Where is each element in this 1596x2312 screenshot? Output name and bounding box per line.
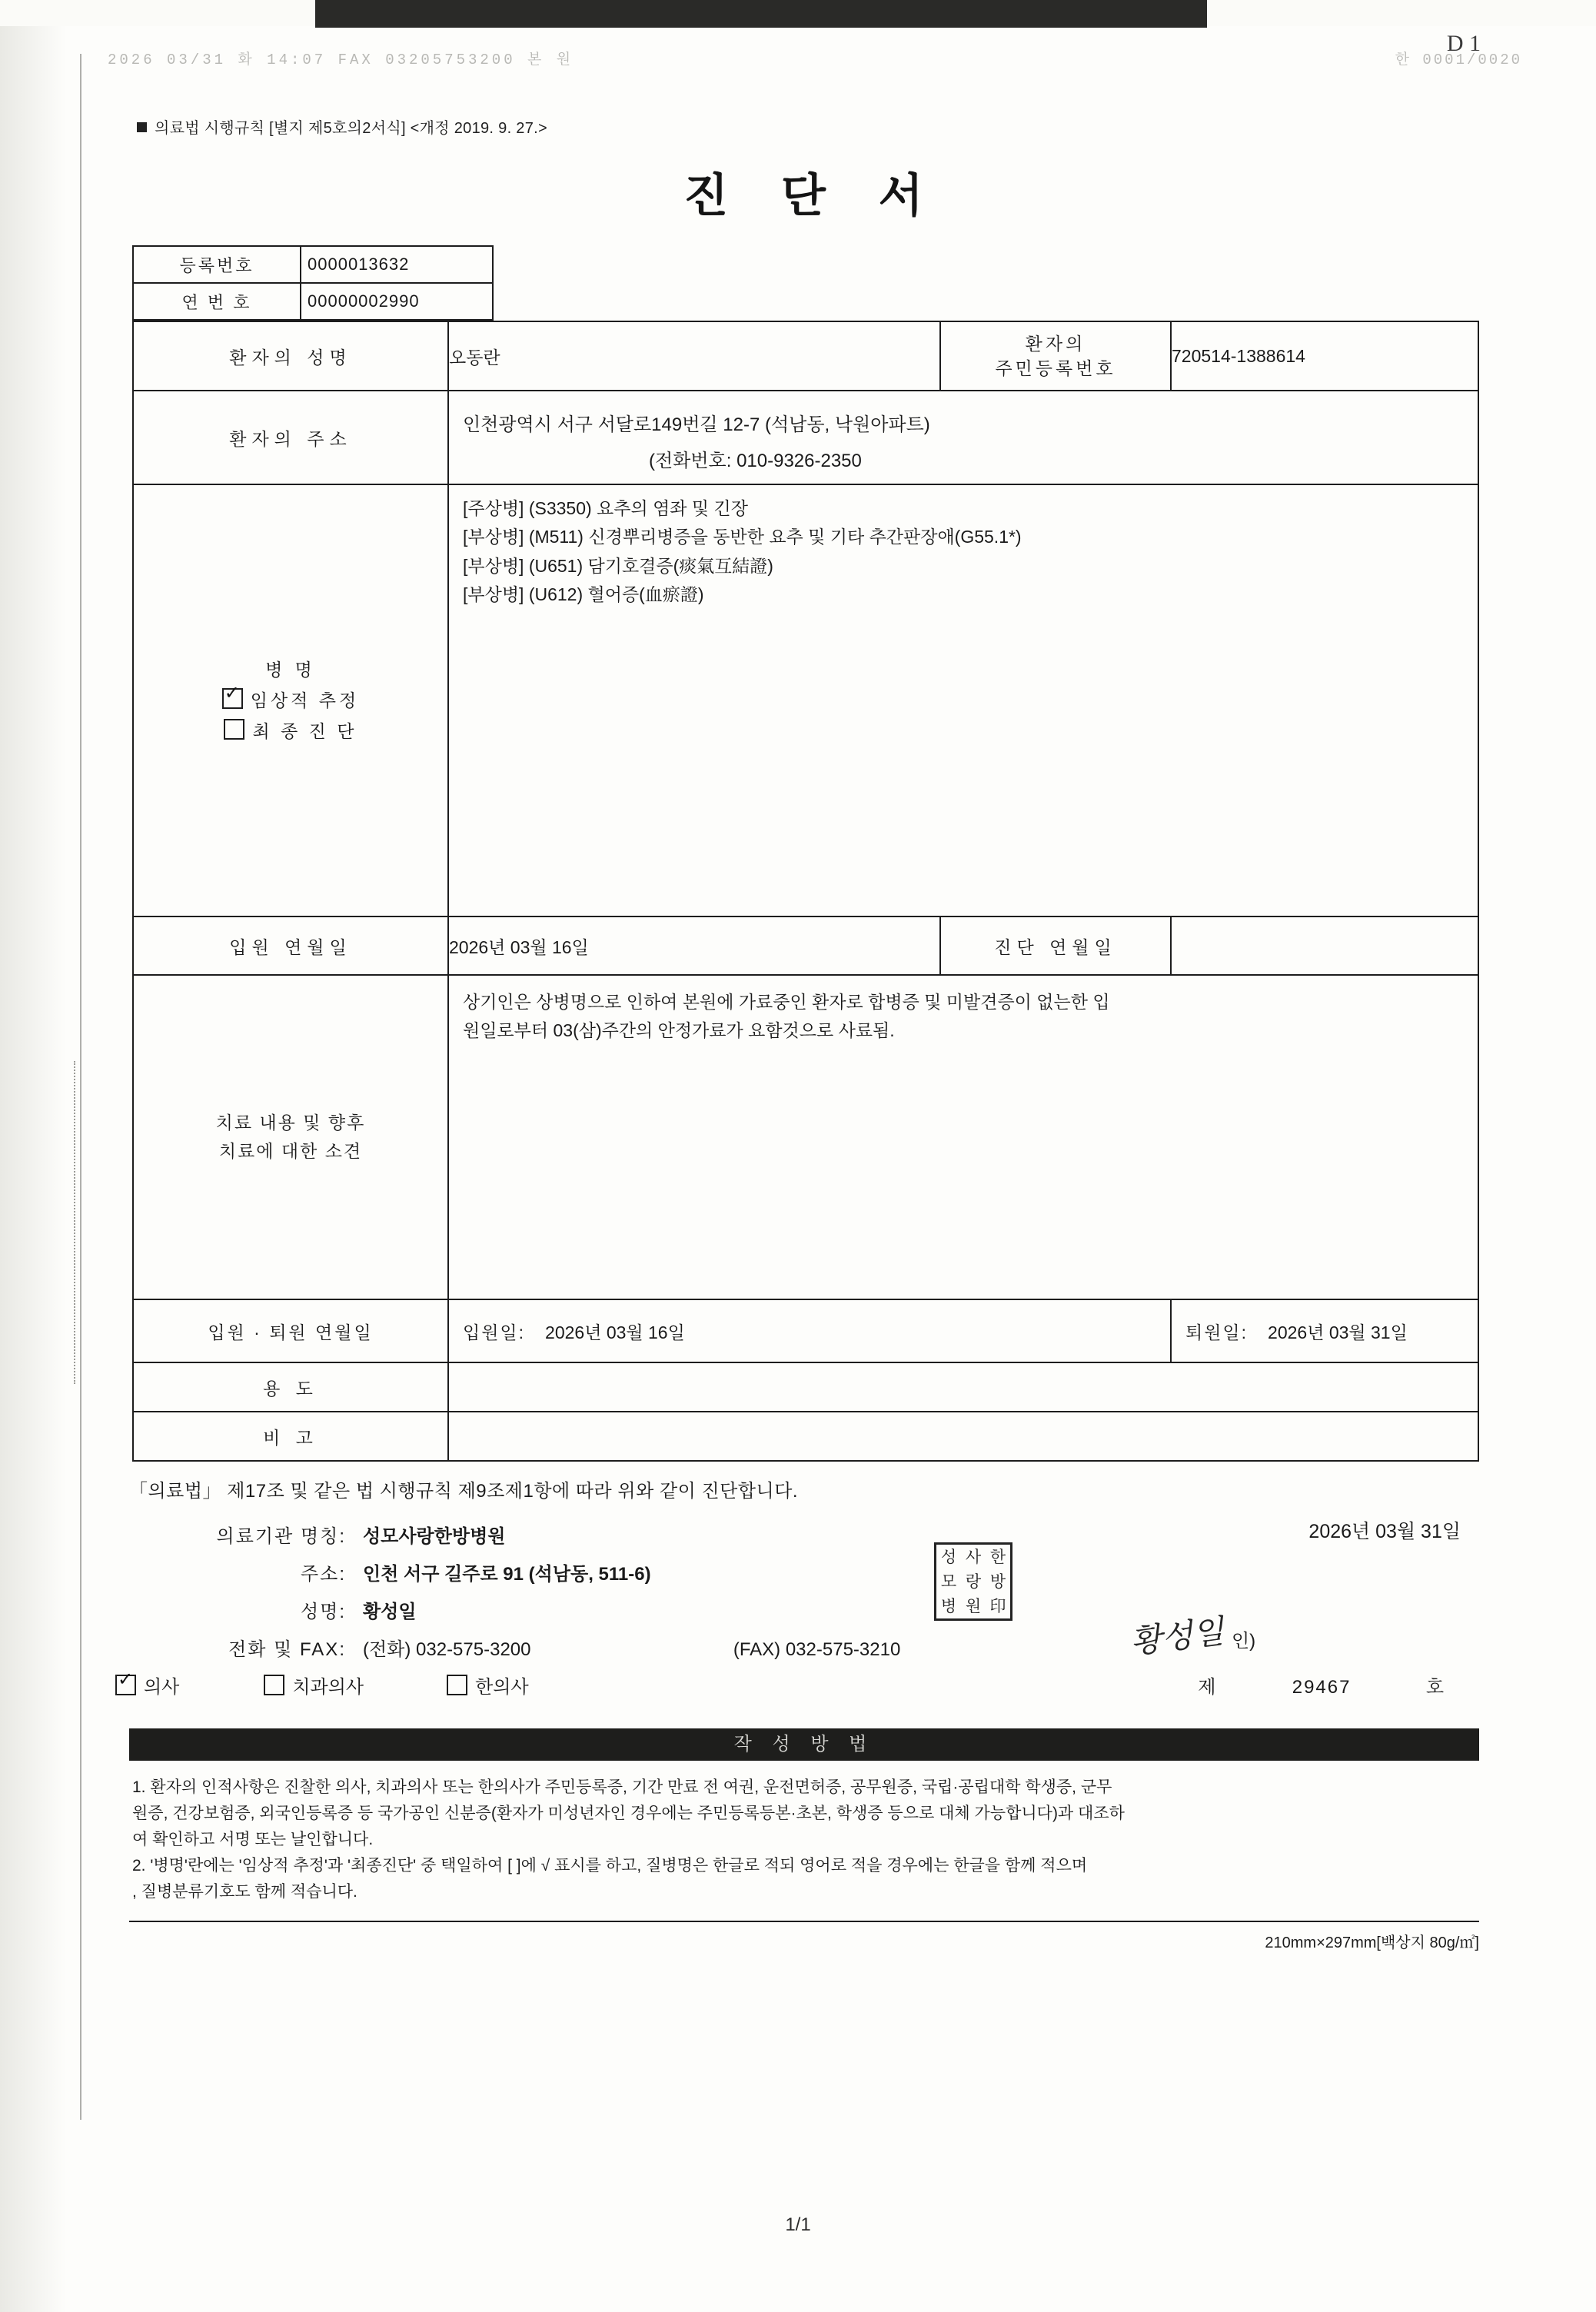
- issuer-org-label: 의료기관 명칭:: [216, 1526, 346, 1547]
- issuer-name-value: 황성일: [363, 1602, 417, 1622]
- admit-date-row: [449, 1319, 1170, 1344]
- discharge-date-key: 퇴원일:: [1185, 1322, 1249, 1342]
- license-type-row: [115, 1672, 1491, 1698]
- treatment-label-cell: [133, 975, 448, 1299]
- scan-artifact-vertical-line: [80, 54, 81, 2120]
- table-row-remark: [133, 1412, 1478, 1461]
- certify-statement: 「의료법」 제17조 및 같은 법 시행규칙 제9조제1항에 따라 위와 같이 진단합니다.: [129, 1481, 799, 1502]
- diagnosis-option-final: [134, 716, 447, 747]
- diagnosis-option-clinical-label: 임상적 추정: [250, 690, 360, 710]
- issuer-address-label: 주소:: [300, 1564, 346, 1585]
- patient-rrn-label-line2: 주민등록번호: [995, 358, 1116, 378]
- seal-char-4: 모: [940, 1572, 957, 1591]
- table-row-patient-name: [133, 321, 1478, 391]
- handwritten-page-number: D 1: [1446, 31, 1481, 56]
- admit-date-value: 2026년 03월 16일: [545, 1322, 685, 1342]
- table-row-purpose: [133, 1362, 1478, 1412]
- license-number-group: [1198, 1672, 1445, 1698]
- license-number-prefix: 제: [1198, 1677, 1218, 1698]
- treatment-label-line2: 치료에 대한 소견: [218, 1141, 363, 1161]
- patient-address-label: 환자의 주소: [133, 391, 448, 484]
- issue-date: 2026년 03월 31일: [1308, 1521, 1461, 1542]
- checkbox-clinical-icon[interactable]: [222, 688, 243, 709]
- page-footer: 1/1: [785, 2214, 811, 2235]
- document-body: [115, 115, 1491, 1952]
- issuer-address-row: [115, 1559, 1491, 1585]
- page-title: 진 단 서: [683, 170, 943, 221]
- remark-value: [448, 1412, 1478, 1461]
- treatment-text-line1: 상기인은 상병명으로 인하여 본원에 가료중인 환자로 합병증 및 미발견증이 없는한 입: [463, 992, 1110, 1012]
- patient-rrn-label-line1: 환자의: [1025, 333, 1086, 354]
- notes-block: [132, 1775, 1482, 1905]
- diagnosis-list-cell: [448, 484, 1478, 916]
- serial-number-label: 연 번 호: [133, 283, 301, 320]
- table-row: [133, 246, 493, 283]
- issuer-tel-value: (전화) 032-575-3200: [363, 1639, 531, 1660]
- treatment-text-cell: [448, 975, 1478, 1299]
- license-number-suffix: 호: [1425, 1677, 1445, 1698]
- table-row-patient-address: [133, 391, 1478, 484]
- patient-phone-value: (전화번호: 010-9326-2350: [649, 451, 862, 471]
- purpose-label: 용 도: [133, 1362, 448, 1412]
- admission-date-label: 입원 연월일: [133, 916, 448, 975]
- note-line: 1. 환자의 인적사항은 진찰한 의사, 치과의사 또는 한의사가 주민등록증, 기간 만료 전 여권, 운전면허증, 공무원증, 국립·공립대학 학생증, 군무: [132, 1778, 1112, 1796]
- note-line: 여 확인하고 서명 또는 날인합니다.: [132, 1831, 374, 1849]
- checkbox-dentist-icon[interactable]: [264, 1675, 284, 1695]
- issuer-name-row: [115, 1596, 1491, 1623]
- discharge-date-row: [1172, 1319, 1478, 1344]
- bullet-square-icon: [137, 122, 147, 132]
- table-row-treatment: [133, 975, 1478, 1299]
- issuer-org-value: 성모사랑한방병원: [363, 1526, 506, 1547]
- table-row-inout-dates: [133, 1299, 1478, 1362]
- seal-mark: 인): [1232, 1631, 1256, 1652]
- scan-artifact-black-bar: [315, 0, 1207, 28]
- note-line: , 질병분류기호도 함께 적습니다.: [132, 1883, 357, 1901]
- checkbox-doctor-icon[interactable]: [115, 1675, 136, 1695]
- license-dentist-label: 치과의사: [292, 1677, 364, 1698]
- issuer-name-label: 성명:: [300, 1602, 346, 1622]
- treatment-text: [449, 976, 1478, 1045]
- seal-char-9: 印: [989, 1596, 1006, 1615]
- diagnosis-option-clinical: [134, 685, 447, 716]
- treatment-label-line1: 치료 내용 및 향후: [215, 1113, 366, 1133]
- scan-edge-left: [0, 0, 66, 2312]
- certificate-table: [132, 321, 1479, 1462]
- paper-spec: 210mm×297mm[백상지 80g/㎡]: [1265, 1934, 1479, 1952]
- patient-rrn-label: [940, 321, 1171, 391]
- checkbox-final-icon[interactable]: [224, 719, 244, 740]
- admit-date-key: 입원일:: [463, 1322, 526, 1342]
- diagnosis-date-value: [1171, 916, 1478, 975]
- admission-date-value: 2026년 03월 16일: [448, 916, 940, 975]
- purpose-value: [448, 1362, 1478, 1412]
- seal-char-1: 성: [940, 1547, 957, 1566]
- fax-header-right: 한 0001/0020: [1395, 52, 1522, 68]
- patient-name-value: 오동란: [448, 321, 940, 391]
- hospital-seal-stamp: [934, 1542, 1012, 1621]
- seal-char-7: 병: [940, 1596, 957, 1615]
- patient-address-cell: [448, 391, 1478, 484]
- diagnosis-label: 병 명: [265, 659, 316, 680]
- note-line: 원증, 건강보험증, 외국인등록증 등 국가공인 신분증(환자가 미성년자인 경우에는 주민등록등본·초본, 학생증 등으로 대체 가능합니다)과 대조하: [132, 1805, 1125, 1823]
- license-number-value: 29467: [1292, 1677, 1352, 1698]
- seal-char-5: 랑: [965, 1572, 982, 1591]
- issuer-org-row: [115, 1521, 1491, 1548]
- issuer-block: [115, 1521, 1491, 1705]
- issuer-tel-label: 전화 및 FAX:: [228, 1639, 346, 1660]
- table-row: [133, 283, 493, 320]
- registration-number-value: 0000013632: [301, 246, 493, 283]
- inout-date-label: 입원 · 퇴원 연월일: [133, 1299, 448, 1362]
- checkbox-oriental-icon[interactable]: [447, 1675, 467, 1695]
- list-item: [부상병] (M511) 신경뿌리병증을 동반한 요추 및 기타 추간판장애(G55.1*): [463, 527, 1022, 547]
- table-row-admission-date: [133, 916, 1478, 975]
- notice-band: 작 성 방 법: [129, 1728, 1479, 1761]
- patient-address-value: 인천광역시 서구 서달로149번길 12-7 (석남동, 낙원아파트): [463, 414, 930, 435]
- table-row-diagnosis: [133, 484, 1478, 916]
- diagnosis-option-final-label: 최 종 진 단: [252, 721, 357, 742]
- registration-number-label: 등록번호: [133, 246, 301, 283]
- scan-artifact-dotted-line: [74, 1061, 75, 1384]
- list-item: [부상병] (U612) 혈어증(血瘀證): [463, 584, 704, 604]
- seal-char-2: 사: [965, 1547, 982, 1566]
- list-item: [부상병] (U651) 담기호결증(痰氣互結證): [463, 555, 773, 576]
- issuer-fax-value: (FAX) 032-575-3210: [733, 1639, 901, 1660]
- diagnosis-date-label: 진단 연월일: [940, 916, 1171, 975]
- registration-table: [132, 245, 494, 321]
- issuer-tel-row: [115, 1634, 1491, 1661]
- diagnosis-list: [449, 485, 1478, 609]
- seal-char-8: 원: [965, 1596, 982, 1615]
- patient-name-label: 환자의 성명: [133, 321, 448, 391]
- diagnosis-label-cell: [133, 484, 448, 916]
- fax-header-left: 2026 03/31 화 14:07 FAX 03205753200 본 원: [108, 52, 574, 68]
- list-item: [주상병] (S3350) 요추의 염좌 및 긴장: [463, 498, 748, 518]
- treatment-text-line2: 원일로부터 03(삼)주간의 안정가료가 요함것으로 사료됨.: [463, 1020, 895, 1040]
- seal-char-3: 한: [989, 1547, 1006, 1566]
- admit-date-cell: [448, 1299, 1171, 1362]
- patient-rrn-value: 720514-1388614: [1171, 321, 1478, 391]
- license-oriental-label: 한의사: [475, 1677, 529, 1698]
- note-line: 2. '병명'란에는 '임상적 추정'과 '최종진단' 중 택일하여 [ ]에 √ 표시를 하고, 질병명은 한글로 적되 영어로 적을 경우에는 한글을 함께 적으며: [132, 1857, 1088, 1875]
- footer-divider: [129, 1921, 1479, 1922]
- seal-char-6: 방: [989, 1572, 1006, 1591]
- discharge-date-cell: [1171, 1299, 1478, 1362]
- serial-number-value: 00000002990: [301, 283, 493, 320]
- law-form-notice: 의료법 시행규칙 [별지 제5호의2서식] <개정 2019. 9. 27.>: [137, 115, 1491, 138]
- remark-label: 비 고: [133, 1412, 448, 1461]
- discharge-date-value: 2026년 03월 31일: [1268, 1322, 1408, 1342]
- license-doctor-label: 의사: [144, 1677, 180, 1698]
- issuer-address-value: 인천 서구 길주로 91 (석남동, 511-6): [363, 1564, 651, 1585]
- doctor-signature: 황성일: [1129, 1614, 1226, 1662]
